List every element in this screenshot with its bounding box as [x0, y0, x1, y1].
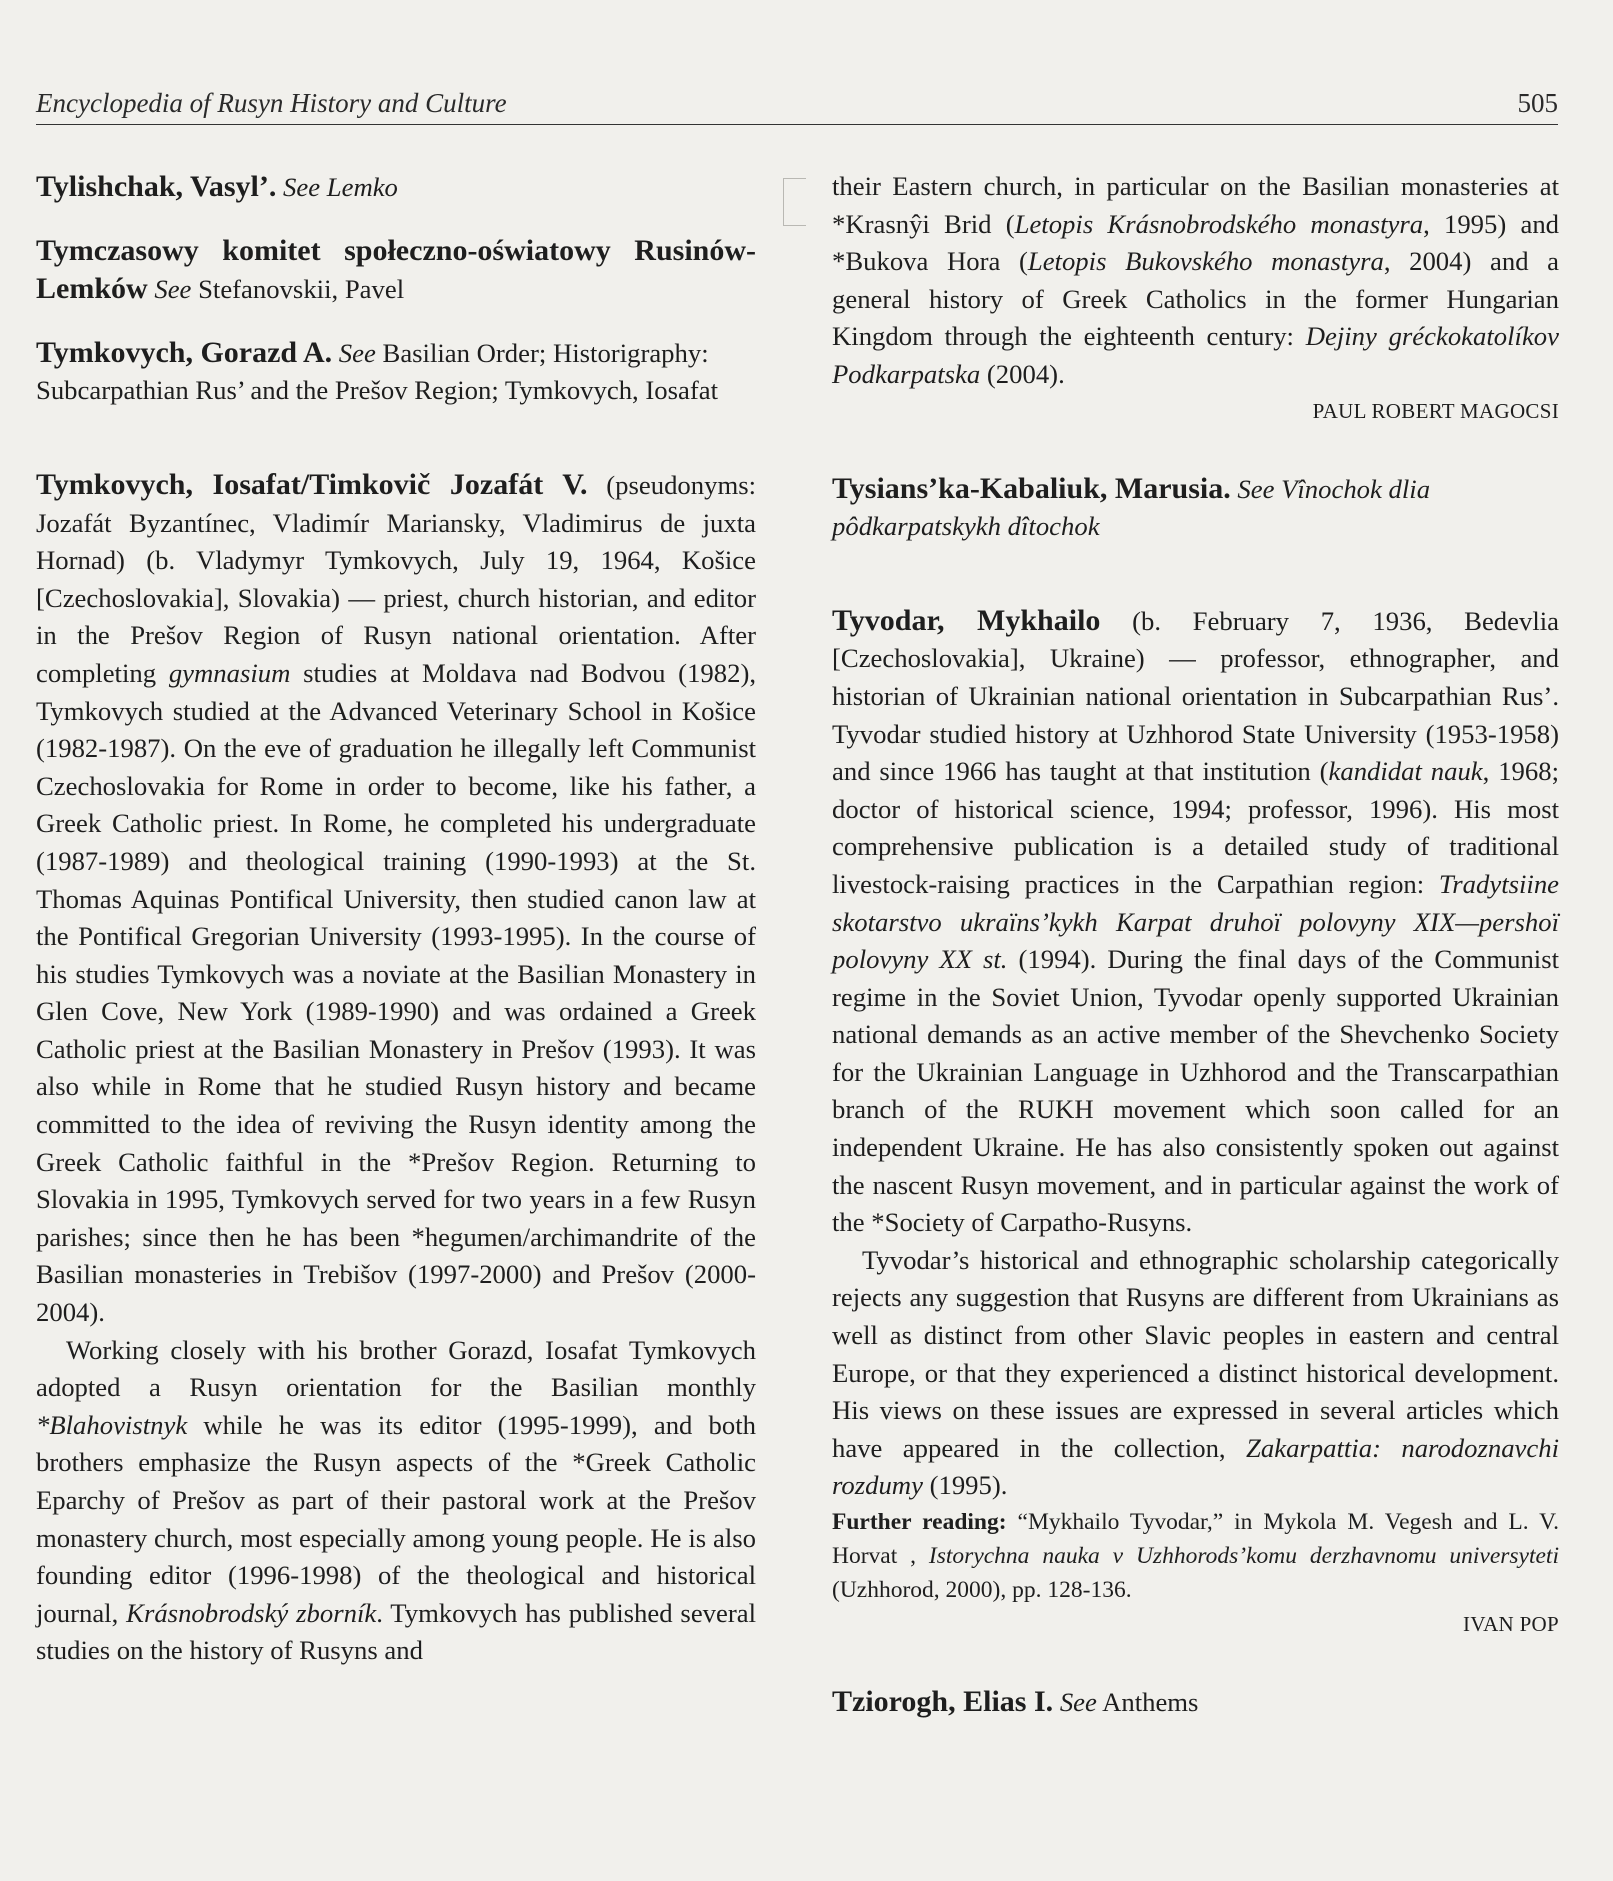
left-column	[36, 168, 756, 1695]
entry-paragraph-1	[832, 602, 1559, 1242]
see-word: See	[1059, 1687, 1097, 1717]
entry-headword: Tziorogh, Elias I.	[832, 1685, 1054, 1718]
body-text: , 2004) and a general history of Greek Catholics in the former Hungarian Kingdom through the eighteenth century:	[832, 246, 1560, 352]
italic-title: Letopis Bukovského monastyra	[1027, 246, 1384, 277]
body-text: Tyvodar’s historical and ethnographic scholarship categorically rejects any suggestion that Rusyns are different from Ukrainians as well as distinct from other Slavic peoples in eastern and central Europe, or that they experienced a distinct historical development. His views on these issues are expressed in several articles which have appeared in the collection,	[832, 1244, 1559, 1463]
entry-headword: Tymkovych, Iosafat/Timkovič Jozafát V.	[36, 467, 588, 501]
entry-tylishchak	[36, 168, 756, 207]
italic-title: Krásnobrodský zborník	[126, 1597, 377, 1628]
body-text: (Uzhhorod, 2000), pp. 128-136.	[832, 1577, 1132, 1603]
see-reference: See Lemko	[283, 172, 398, 202]
further-reading-label: Further reading:	[832, 1509, 1007, 1535]
entry-paragraph-2	[36, 1332, 756, 1670]
entry-headword: Tymczasowy komitet społeczno-oświatowy Rusinów-Lemków	[36, 233, 756, 306]
entry-tysianska	[832, 470, 1559, 546]
body-text: Working closely with his brother Gorazd, Iosafat Tymkovych adopted a Rusyn orientation for the Basilian monthly	[36, 1334, 756, 1403]
entry-headword: Tyvodar, Mykhailo	[832, 603, 1101, 637]
margin-bracket-mark	[783, 178, 806, 226]
author-signature: IVAN POP	[1463, 1612, 1559, 1636]
entry-paragraph-2	[832, 1242, 1559, 1505]
entry-continuation	[832, 168, 1559, 426]
italic-title: Istorychna nauka v Uzhhorods’komu derzhavnomu universyteti	[928, 1543, 1559, 1569]
body-text: , 1995) and *Bukova Hora (	[832, 208, 1560, 277]
page-number: 505	[1517, 88, 1558, 118]
further-reading	[832, 1505, 1559, 1607]
entry-tyvodar	[832, 602, 1559, 1639]
entry-text	[36, 168, 756, 207]
body-text: “Mykhailo Tyvodar,” in Mykola M. Vegesh and L. V. Horvat ,	[832, 1509, 1559, 1569]
see-reference: See Vînochok dlia pôdkarpatskykh dîtochok	[832, 473, 1431, 542]
body-text: their Eastern church, in particular on the Basilian monasteries at *Krasnŷi Brid (	[832, 171, 1559, 239]
entry-headword: Tymkovych, Gorazd A.	[36, 335, 333, 369]
italic-title: Tradytsiine skotarstvo ukraïns’kykh Karpat druhoï polovyny XIX—pershoï polovyny XX st.	[832, 868, 1560, 975]
see-target: Stefanovskii, Pavel	[198, 274, 405, 305]
entry-paragraph-1	[36, 466, 756, 1332]
body-text: , 1968; doctor of historical science, 1994; professor, 1996). His most comprehensive publication is a detailed study of traditional livestock-raising practices in the Carpathian region:	[832, 756, 1559, 899]
see-word: See	[154, 274, 192, 305]
entry-text	[36, 334, 756, 410]
right-column	[832, 168, 1559, 1747]
italic-term: gymnasium	[168, 657, 291, 688]
italic-title: *Blahovistnyk	[36, 1409, 188, 1440]
italic-term: kandidat nauk	[1328, 756, 1483, 787]
author-signature: PAUL ROBERT MAGOCSI	[1312, 398, 1559, 423]
entry-text	[832, 470, 1559, 546]
running-header	[36, 88, 1558, 125]
body-text: (2004).	[986, 358, 1065, 389]
entry-text	[832, 1683, 1559, 1722]
entry-tymkovych-iosafat	[36, 466, 756, 1670]
italic-title: Zakarpattia: narodoznavchi rozdumy	[832, 1432, 1560, 1501]
body-text: studies at Moldava nad Bodvou (1982), Tymkovych studied at the Advanced Veterinary School in Košice (1982-1987). On the eve of graduation he illegally left Communist Czechoslovakia for Rome in order to become, like his father, a Greek Catholic priest. In Rome, he completed his undergraduate (1987-1989) and theological training (1990-1993) at the St. Thomas Aquinas Pontifical University, then studied canon law at the Pontifical Gregorian University (1993-1995). In the course of his studies Tymkovych was a noviate at the Basilian Monastery in Glen Cove, New York (1989-1990) and was ordained a Greek Catholic priest at the Basilian Monastery in Prešov (1993). It was also while in Rome that he studied Rusyn history and became committed to the idea of reviving the Rusyn identity among the Greek Catholic faithful in the *Prešov Region. Returning to Slovakia in 1995, Tymkovych served for two years in a few Rusyn parishes; since then he has been *hegumen/archimandrite of the Basilian monasteries in Trebišov (1997-2000) and Prešov (2000-2004).	[36, 657, 757, 1328]
italic-title: Dejiny gréckokatolíkov Podkarpatska	[832, 321, 1559, 389]
body-text: (pseudonyms: Jozafát Byzantínec, Vladimír Mariansky, Vladimirus de juxta Hornad) (b. Vladymyr Tymkovych, July 19, 1964, Košice [Czechoslovakia], Slovakia) — priest, church historian, and editor in the Prešov Region of Rusyn national orientation. After completing	[36, 469, 757, 688]
body-text: (b. February 7, 1936, Bedevlia [Czechoslovakia], Ukraine) — professor, ethnographer, and historian of Ukrainian national orientation in Subcarpathian Rus’. Tyvodar studied history at Uzhhorod State University (1953-1958) and since 1966 has taught at that institution (	[832, 605, 1559, 787]
see-word: See	[338, 337, 376, 368]
body-text: while he was its editor (1995-1999), and both brothers emphasize the Rusyn aspects of the *Greek Catholic Eparchy of Prešov as part of their pastoral work at the Prešov monastery church, most especially among young people. He is also founding editor (1996-1998) of the theological and historical journal,	[36, 1409, 757, 1628]
entry-text	[36, 232, 756, 309]
body-text: (1994). During the final days of the Communist regime in the Soviet Union, Tyvodar openly supported Ukrainian national demands as an active member of the Shevchenko Society for the Ukrainian Language in Uzhhorod and the Transcarpathian branch of the RUKH movement which soon called for an independent Ukraine. He has also consistently spoken out against the nascent Rusyn movement, and in particular against the work of the *Society of Carpatho-Rusyns.	[832, 944, 1559, 1238]
entry-headword: Tysians’ka-Kabaliuk, Marusia.	[832, 471, 1231, 505]
entry-headword: Tylishchak, Vasyl’.	[36, 170, 277, 203]
running-title: Encyclopedia of Rusyn History and Culture	[36, 88, 507, 118]
see-target: Anthems	[1102, 1687, 1199, 1717]
entry-tymkovych-gorazd	[36, 334, 756, 410]
body-text: (1995).	[929, 1470, 1008, 1501]
entry-text	[832, 168, 1559, 394]
italic-title: Letopis Krásnobrodského monastyra	[1014, 208, 1424, 239]
see-target: Basilian Order; Historigraphy: Subcarpathian Rus’ and the Prešov Region; Tymkovych, Iosafat	[36, 337, 718, 406]
body-text: . Tymkovych has published several studies on the history of Rusyns and	[36, 1597, 756, 1666]
entry-tymczasowy	[36, 232, 756, 309]
entry-tziorogh	[832, 1683, 1559, 1722]
